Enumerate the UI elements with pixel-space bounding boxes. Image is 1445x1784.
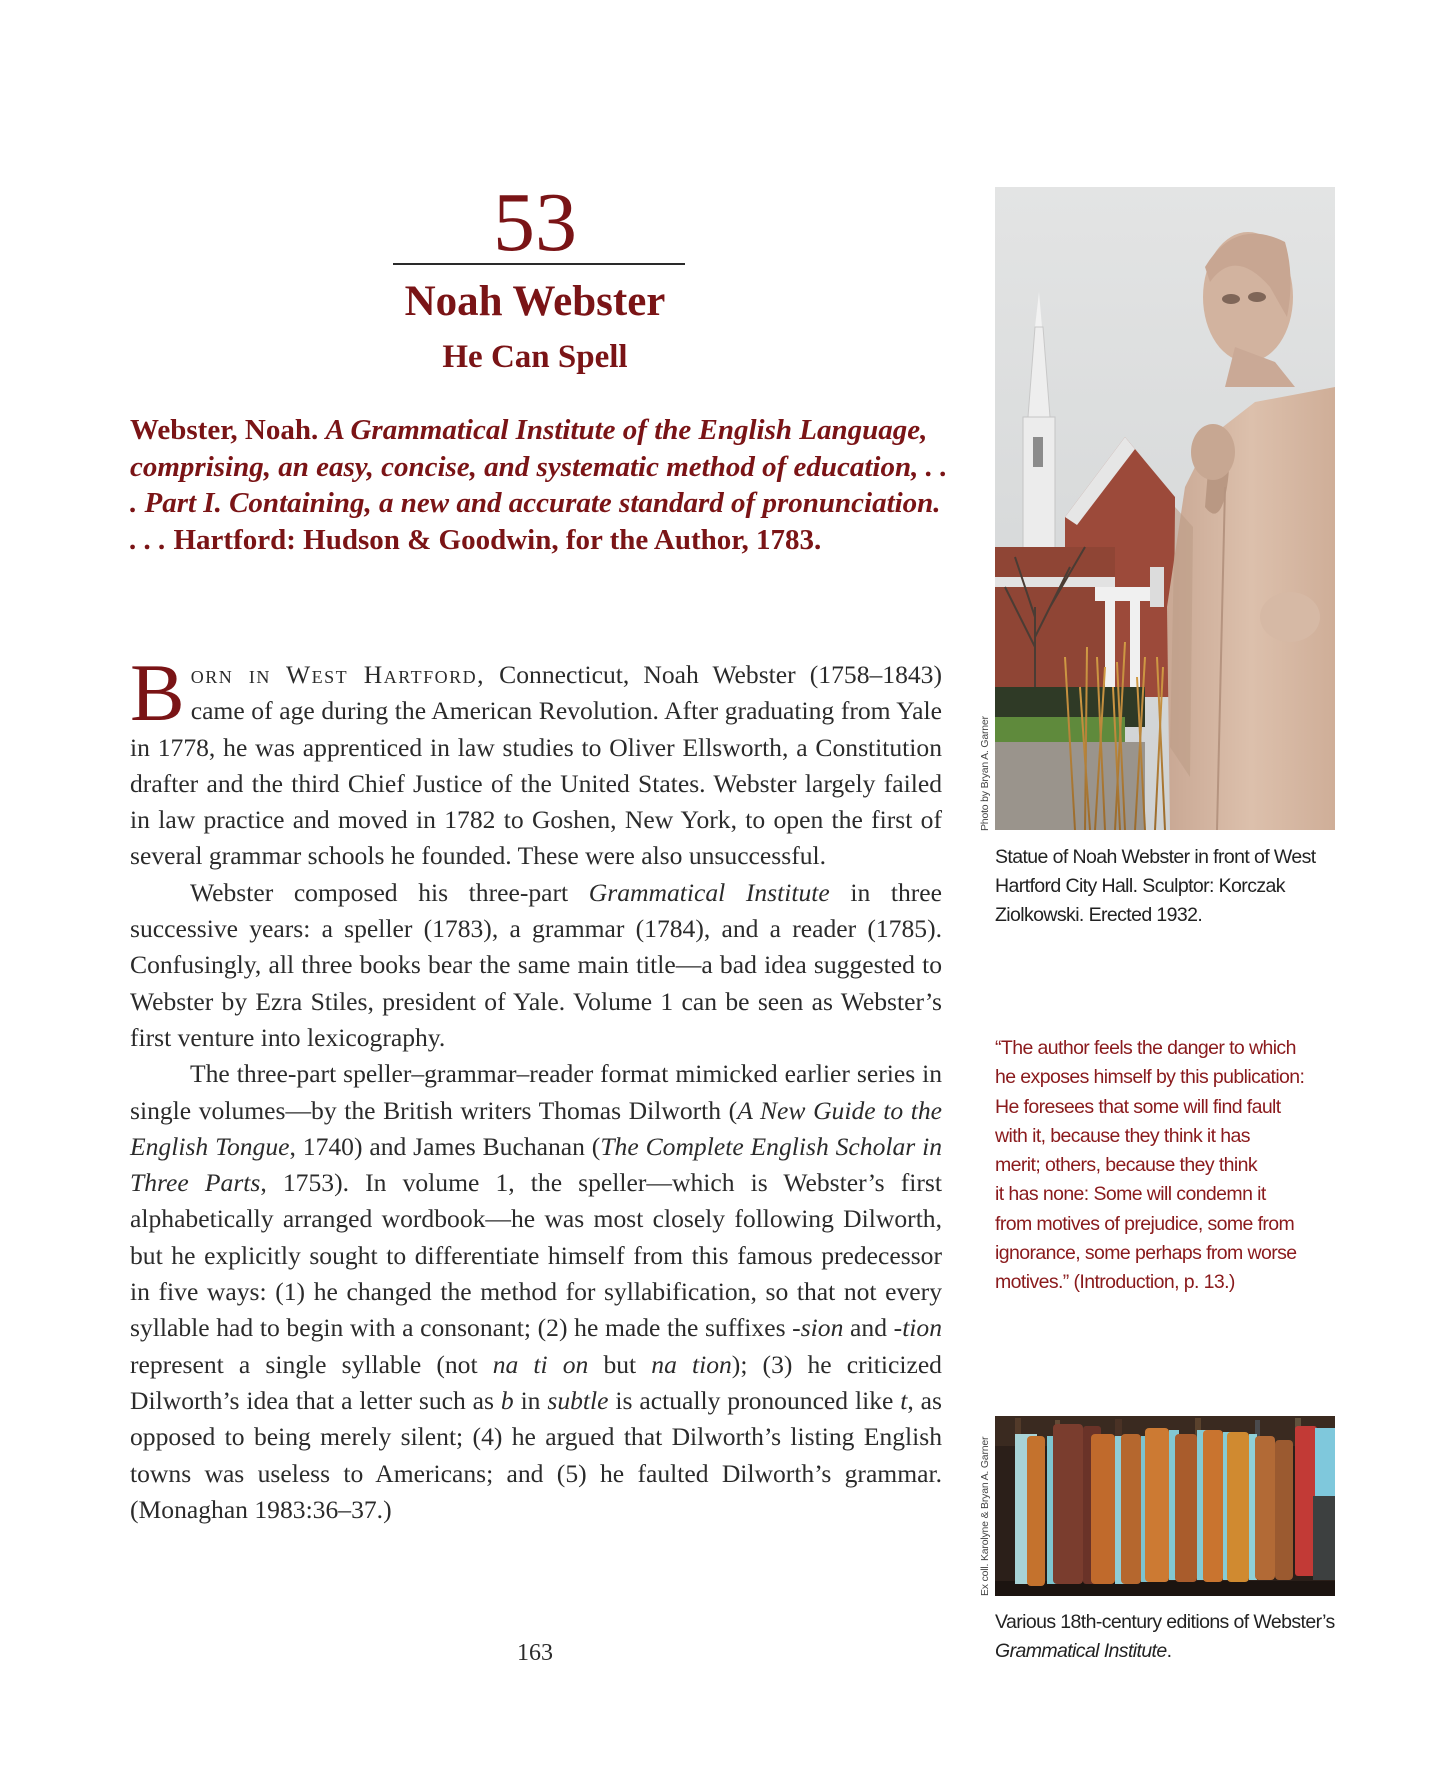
quote-line: with it, because they think it has (995, 1124, 1250, 1147)
chapter-number: 53 (493, 176, 577, 269)
text-run: is actually pronounced like (608, 1385, 901, 1415)
italic-term: b (500, 1385, 514, 1415)
text-run: but (588, 1349, 652, 1379)
quote-line: motives.” (Introduction, p. 13.) (995, 1271, 1235, 1294)
page-number: 163 (517, 1640, 553, 1666)
italic-term: sion (800, 1313, 844, 1343)
books-photo (995, 1416, 1335, 1596)
books-caption (995, 1608, 1340, 1666)
text-run: represent a single syllable (not (130, 1349, 493, 1379)
pull-quote (995, 1034, 1335, 1298)
books-photo-illustration (995, 1416, 1335, 1596)
caption-text: Various 18th-century editions of Webster’s (995, 1611, 1335, 1633)
italic-title: The Complete English Scholar in Three Parts (130, 1131, 943, 1198)
text-run: in three successive years: a speller (1783), a grammar (1784), and a reader (1785). Confusingly, all three books bear the same main title—a bad idea suggested to Webster by Ezra Stiles, president of Yale. Volume 1 can be seen as Webster’s first venture into lexicography. (130, 877, 942, 1052)
drop-cap: B (130, 647, 185, 738)
body-text (130, 647, 943, 1528)
statue-caption: Statue of Noah Webster in front of West Hartford City Hall. Sculptor: Korczak Ziolkowski. Erected 1932. (995, 846, 1316, 926)
chapter-rule (393, 263, 685, 265)
paragraph-3 (130, 1056, 942, 1528)
italic-term: tion (902, 1313, 943, 1343)
photo-credit: Photo by Bryan A. Garner (979, 716, 991, 831)
statue-photo-illustration (995, 187, 1335, 830)
chapter-title: Noah Webster (404, 278, 666, 325)
italic-title: Grammatical Institute (588, 877, 830, 907)
italic-term: na tion (651, 1349, 732, 1379)
quote-line: He foresees that some will find fault (995, 1095, 1281, 1118)
italic-title: A New Guide to the English Tongue (130, 1095, 942, 1161)
caption-text: . (1166, 1640, 1172, 1662)
paragraph-1 (130, 647, 942, 875)
italic-term: subtle (547, 1385, 609, 1415)
quote-line: it has none: Some will condemn it (995, 1183, 1266, 1206)
paragraph-2 (130, 875, 942, 1056)
small-caps-lead: orn in West Hartford, (190, 660, 486, 689)
text-run: ); (3) he criticized Dilworth’s idea that a letter such as (130, 1349, 942, 1415)
text-run: , as opposed to being merely silent; (4) he argued that Dilworth’s listing English towns was useless to Americans; and (5) he faulted Dilworth’s grammar. (Monaghan 1983:36–37.) (130, 1385, 942, 1524)
text-run: The three-part speller–grammar–reader format mimicked earlier series in single volumes—by the British writers Thomas Dilworth ( (130, 1059, 942, 1125)
text-run: , 1740) and James Buchanan ( (289, 1131, 601, 1161)
citation-imprint: Hartford: Hudson & Goodwin, for the Author, 1783. (173, 523, 822, 556)
quote-line: ignorance, some perhaps from worse (995, 1242, 1297, 1265)
text-run: in (513, 1385, 548, 1415)
text-run: , 1753). In volume 1, the speller—which is Webster’s first alphabetically arranged wordbook—he was most closely following Dilworth, but he explicitly sought to differentiate himself from this famous predecessor in five ways: (1) he changed the method for syllabification, so that not every syllable had to begin with a consonant; (2) he made the suffixes - (130, 1168, 942, 1343)
italic-term: t (900, 1385, 908, 1415)
italic-term: na ti on (492, 1349, 589, 1379)
caption-italic-title: Grammatical Institute (995, 1640, 1167, 1662)
quote-line: he exposes himself by this publication: (995, 1066, 1305, 1089)
photo-credit: Ex coll. Karolyne & Bryan A. Garner (979, 1436, 991, 1596)
statue-photo (995, 187, 1335, 830)
text-run: Webster composed his three-part (190, 877, 589, 907)
paragraph-1-text: Connecticut, Noah Webster (1758–1843) came of age during the American Revolution. After graduating from Yale in 1778, he was apprenticed in law studies to Oliver Ellsworth, a Constitution drafter and the third Chief Justice of the United States. Webster largely failed in law practice and moved in 1782 to Goshen, New York, to open the first of several grammar schools he founded. These were also unsuccessful. (130, 660, 942, 871)
citation-author: Webster, Noah. (130, 414, 319, 446)
quote-line: from motives of prejudice, some from (995, 1212, 1295, 1235)
quote-line: merit; others, because they think (995, 1154, 1258, 1177)
citation-title: A Grammatical Institute of the English Language, comprising, an easy, concise, and systematic method of education, . . . Part I. Containing, a new and accurate standard of pronunciation. . . . (130, 414, 948, 556)
bibliographic-citation (130, 412, 950, 558)
text-run: and - (843, 1313, 903, 1343)
quote-line: “The author feels the danger to which (995, 1037, 1296, 1059)
chapter-subtitle: He Can Spell (442, 339, 628, 375)
